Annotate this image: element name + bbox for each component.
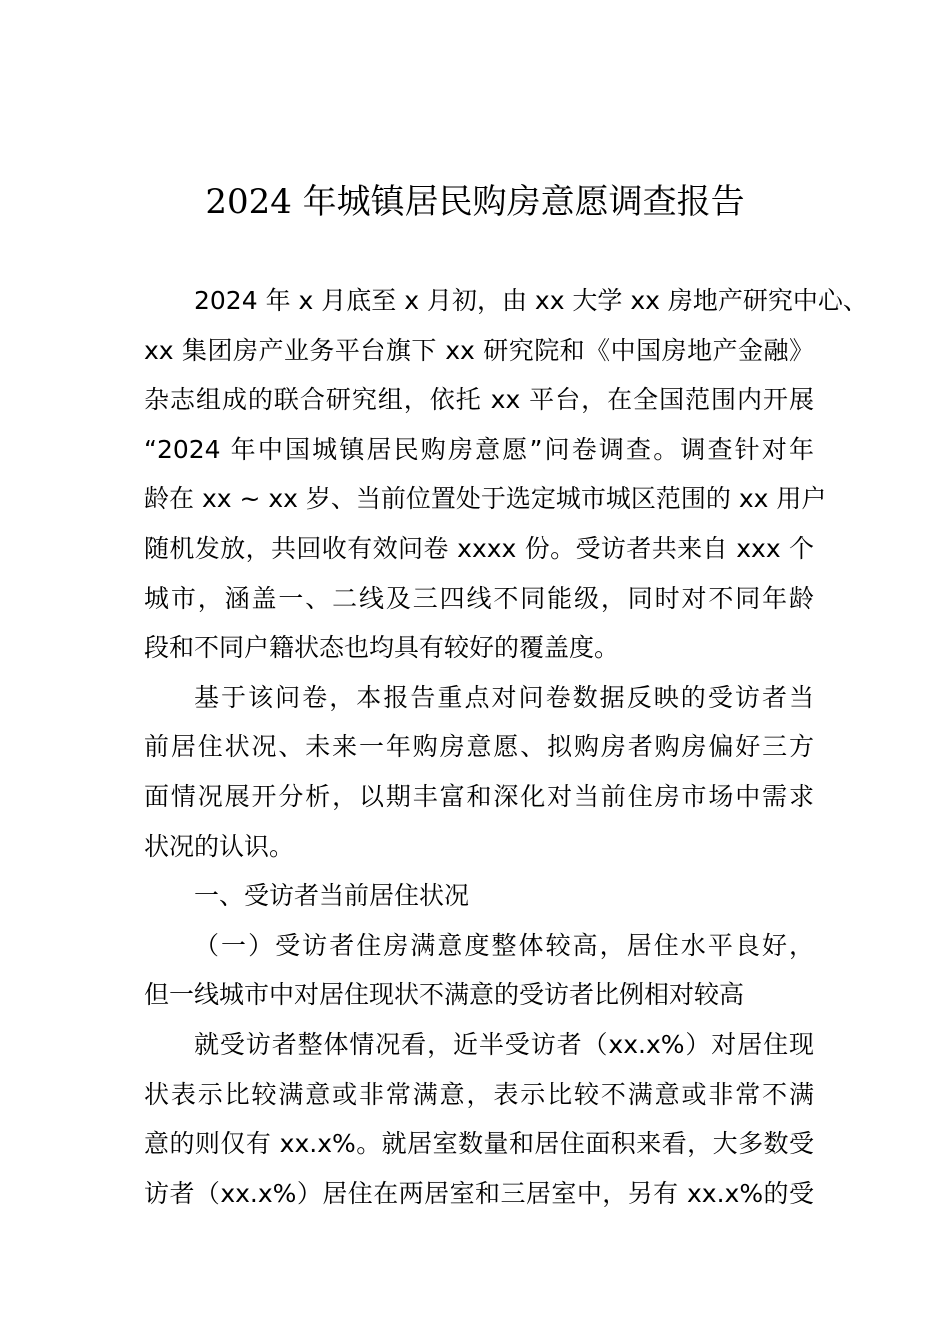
text-line: 随机发放，共回收有效问卷 xxxx 份。受访者共来自 xxx 个 [144,533,814,563]
text-line: 城市，涵盖一、二线及三四线不同能级，同时对不同年龄 [144,583,814,613]
document-body [144,276,868,1218]
text-line: 龄在 xx ~ xx 岁、当前位置处于选定城市城区范围的 xx 用户 [144,484,827,514]
text-line: 就受访者整体情况看，近半受访者（xx.x%）对居住现 [194,1029,814,1059]
text-line: 段和不同户籍状态也均具有较好的覆盖度。 [144,633,620,663]
text-line: （一）受访者住房满意度整体较高，居住水平良好， [194,930,814,960]
text-line: 杂志组成的联合研究组，依托 xx 平台，在全国范围内开展 [144,385,814,415]
text-line: 状表示比较满意或非常满意，表示比较不满意或非常不满 [144,1079,814,1109]
text-line: 访者（xx.x%）居住在两居室和三居室中，另有 xx.x%的受 [144,1178,814,1208]
document-title: 2024 年城镇居民购房意愿调查报告 [205,182,745,222]
text-line: 状况的认识。 [144,831,295,861]
text-line: 前居住状况、未来一年购房意愿、拟购房者购房偏好三方 [144,732,814,762]
text-line: 基于该问卷，本报告重点对问卷数据反映的受访者当 [194,682,814,712]
text-line: xx 集团房产业务平台旗下 xx 研究院和《中国房地产金融》 [144,335,814,365]
text-line: 一、受访者当前居住状况 [194,881,470,911]
text-line: 面情况展开分析，以期丰富和深化对当前住房市场中需求 [144,781,814,811]
text-line: “2024 年中国城镇居民购房意愿”问卷调查。调查针对年 [144,434,814,464]
text-line: 意的则仅有 xx.x%。就居室数量和居住面积来看，大多数受 [144,1129,814,1159]
text-line: 但一线城市中对居住现状不满意的受访者比例相对较高 [144,980,745,1010]
text-line: 2024 年 x 月底至 x 月初，由 xx 大学 xx 房地产研究中心、 [194,286,868,315]
